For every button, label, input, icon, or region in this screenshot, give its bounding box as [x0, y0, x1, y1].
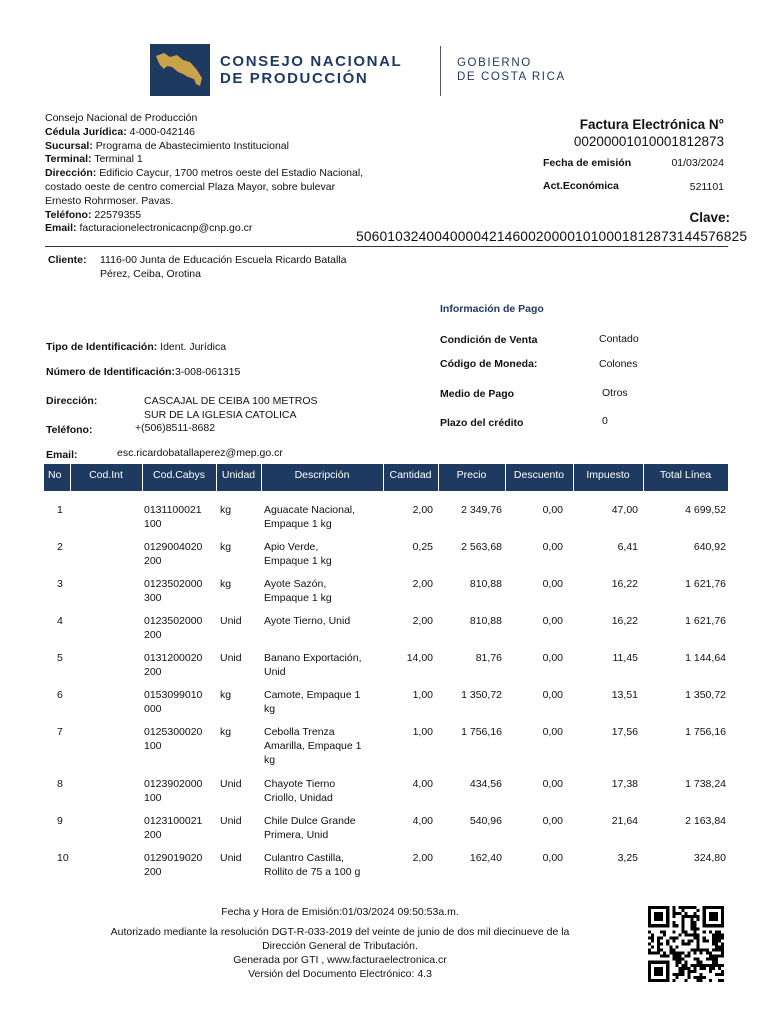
description-line: Chile Dulce Grande — [264, 815, 356, 827]
cabys-line: 200 — [144, 665, 162, 678]
issuer-email: Email: facturacionelectronicacnp@cnp.go.cr — [45, 222, 253, 235]
qr-code-icon — [648, 906, 724, 982]
cabys-line: 0153099010 — [144, 689, 203, 701]
footer-fecha-hora: Fecha y Hora de Emisión:01/03/2024 09:50:53a.m. — [221, 906, 459, 918]
cabys-line: 0123100021 — [144, 815, 203, 827]
description-line: Cebolla Trenza — [264, 726, 335, 738]
cell-cantidad: 1,00 — [412, 726, 433, 738]
cabys-line: 0125300020 — [144, 726, 203, 738]
footer-autorizado-1: Autorizado mediante la resolución DGT-R-033-2019 del veinte de junio de dos mil diecinueve de la — [110, 926, 570, 938]
table-row — [44, 578, 728, 615]
cell-no: 7 — [57, 726, 63, 738]
issuer-direccion-2: costado oeste de centro comercial Plaza Mayor, sobre bulevar — [45, 180, 336, 193]
col-descuento: Descuento — [505, 464, 573, 491]
client-telefono-label: Teléfono: — [46, 424, 93, 436]
logo-line-2: DE PRODUCCIÓN — [220, 70, 369, 87]
cell-total: 1 621,76 — [685, 615, 726, 627]
items-table-header — [44, 464, 728, 491]
cell-desc — [261, 852, 383, 889]
table-row — [44, 778, 728, 815]
act-economica-value: 521101 — [689, 181, 724, 193]
medio-pago-value: Otros — [602, 387, 628, 399]
description-line: Ayote Sazón, — [264, 578, 327, 590]
clave-value: 50601032400400004214600200001010001812873144576825 — [356, 229, 748, 244]
cabys-line: 0131200020 — [144, 652, 203, 664]
cell-no: 9 — [57, 815, 63, 827]
cell-no: 5 — [57, 652, 63, 664]
col-total: Total Línea — [643, 464, 728, 491]
cell-total: 1 144,64 — [685, 652, 726, 664]
cabys-line: 100 — [144, 517, 162, 530]
cell-no: 3 — [57, 578, 63, 590]
cell-descuento: 0,00 — [542, 689, 563, 701]
gov-line-1: GOBIERNO — [457, 57, 532, 69]
cell-cantidad: 2,00 — [412, 852, 433, 864]
issuer-terminal: Terminal: Terminal 1 — [45, 153, 143, 166]
cell-no: 4 — [57, 615, 63, 627]
cell-descuento: 0,00 — [542, 726, 563, 738]
description-line: Aguacate Nacional, — [264, 504, 356, 516]
cell-descuento: 0,00 — [542, 815, 563, 827]
col-cantidad: Cantidad — [383, 464, 438, 491]
logo-line-1: CONSEJO NACIONAL — [220, 53, 403, 70]
moneda-value: Colones — [599, 358, 638, 370]
table-row — [44, 815, 728, 852]
client-direccion-2: SUR DE LA IGLESIA CATOLICA — [144, 408, 297, 421]
description-line: Criollo, Unidad — [264, 791, 333, 804]
description-line: Amarilla, Empaque 1 — [264, 739, 362, 752]
client-email-label: Email: — [46, 449, 78, 461]
cabys-line: 0131100021 — [144, 504, 202, 516]
invoice-number: 00200001010001812873 — [573, 134, 724, 149]
cell-total: 4 699,52 — [685, 504, 726, 516]
cell-descuento: 0,00 — [542, 541, 563, 553]
cell-codint — [70, 541, 142, 578]
cell-total: 640,92 — [693, 541, 726, 553]
cabys-line: 200 — [144, 828, 162, 841]
description-line: Chayote Tierno — [264, 778, 336, 790]
cell-unidad: kg — [220, 726, 232, 738]
cell-total: 1 756,16 — [685, 726, 726, 738]
table-row — [44, 541, 728, 578]
col-cabys: Cod.Cabys — [142, 464, 216, 491]
footer-autorizado — [90, 925, 590, 981]
cell-precio: 540,96 — [469, 815, 502, 827]
cell-impuesto: 6,41 — [617, 541, 638, 553]
table-row — [44, 852, 728, 889]
cell-codint — [70, 852, 142, 889]
cell-desc — [261, 578, 383, 615]
cell-cabys — [142, 541, 216, 578]
cell-descuento: 0,00 — [542, 778, 563, 790]
issuer-cedula: Cédula Jurídica: 4-000-042146 — [45, 125, 196, 138]
cabys-line: 000 — [144, 702, 162, 715]
client-line-1: 1116-00 Junta de Educación Escuela Ricardo Batalla — [100, 254, 347, 266]
cell-cantidad: 2,00 — [412, 615, 433, 627]
col-no: No — [44, 464, 70, 491]
header-divider — [45, 246, 728, 247]
description-line: kg — [264, 702, 276, 715]
clave-label: Clave: — [689, 210, 730, 225]
col-unidad: Unidad — [216, 464, 261, 491]
cell-codint — [70, 615, 142, 652]
cabys-line: 0129019020 — [144, 852, 203, 864]
cell-no: 8 — [57, 778, 63, 790]
cabys-line: 200 — [144, 865, 162, 878]
issuer-telefono: Teléfono: 22579355 — [45, 208, 142, 221]
issuer-name: Consejo Nacional de Producción — [45, 112, 198, 124]
description-line: Ayote Tierno, Unid — [264, 615, 351, 627]
footer-generada: Generada por GTI , www.facturaelectronica.cr — [233, 954, 447, 966]
cell-codint — [70, 726, 142, 778]
cabys-line: 100 — [144, 739, 162, 752]
cell-cabys — [142, 815, 216, 852]
cell-total: 324,80 — [693, 852, 726, 864]
description-line: Rollito de 75 a 100 g — [264, 865, 361, 878]
cell-total: 2 163,84 — [685, 815, 726, 827]
cell-no: 2 — [57, 541, 63, 553]
cabys-line: 0123902000 — [144, 778, 203, 790]
cell-cabys — [142, 578, 216, 615]
gov-logo — [457, 56, 566, 84]
cell-precio: 810,88 — [469, 615, 502, 627]
gov-line-2: DE COSTA RICA — [457, 71, 566, 83]
cell-cabys — [142, 778, 216, 815]
client-line-2: Pérez, Ceiba, Orotina — [100, 267, 201, 280]
cell-impuesto: 21,64 — [611, 815, 638, 827]
cell-descuento: 0,00 — [542, 504, 563, 516]
cabys-line: 100 — [144, 791, 162, 804]
client-email: esc.ricardobatallaperez@mep.go.cr — [117, 447, 283, 459]
description-line: Banano Exportación, — [264, 652, 362, 664]
plazo-value: 0 — [602, 415, 608, 427]
client-direccion-1: CASCAJAL DE CEIBA 100 METROS — [144, 395, 318, 407]
cell-descuento: 0,00 — [542, 852, 563, 864]
cell-cantidad: 1,00 — [412, 689, 433, 701]
description-line: Primera, Unid — [264, 828, 329, 841]
moneda-label: Código de Moneda: — [440, 358, 538, 370]
cell-unidad: Unid — [220, 778, 242, 790]
cabys-line: 0123502000 — [144, 578, 203, 590]
col-codint: Cod.Int — [70, 464, 142, 491]
cell-total: 1 350,72 — [685, 689, 726, 701]
logo-title — [220, 53, 402, 87]
client-numero-id: Número de Identificación:3-008-061315 — [46, 366, 241, 378]
cell-impuesto: 47,00 — [611, 504, 638, 516]
cell-desc — [261, 652, 383, 689]
issuer-direccion-3: Ernesto Rohrmoser. Pavas. — [45, 194, 174, 207]
plazo-label: Plazo del crédito — [440, 417, 524, 429]
cell-precio: 2 563,68 — [461, 541, 502, 553]
cell-no: 1 — [57, 504, 63, 516]
cabys-line: 0123502000 — [144, 615, 203, 627]
cell-precio: 1 756,16 — [461, 726, 502, 738]
cell-desc — [261, 726, 383, 778]
cell-codint — [70, 491, 142, 541]
condicion-value: Contado — [599, 333, 639, 345]
cabys-line: 200 — [144, 628, 162, 641]
client-label: Cliente: — [48, 254, 87, 266]
cell-impuesto: 11,45 — [612, 652, 638, 664]
table-row — [44, 491, 728, 541]
cell-impuesto: 17,38 — [611, 778, 638, 790]
cell-desc — [261, 615, 383, 652]
cell-precio: 2 349,76 — [461, 504, 502, 516]
logo-separator — [440, 46, 441, 96]
costa-rica-map-icon — [150, 44, 210, 96]
cell-precio: 434,56 — [469, 778, 502, 790]
cabys-line: 0129004020 — [144, 541, 203, 553]
cell-impuesto: 3,25 — [617, 852, 638, 864]
fecha-emision-value: 01/03/2024 — [671, 157, 724, 169]
cell-precio: 162,40 — [469, 852, 502, 864]
cell-cabys — [142, 652, 216, 689]
cell-cantidad: 2,00 — [412, 578, 433, 590]
issuer-info — [45, 112, 395, 236]
cell-unidad: Unid — [220, 615, 242, 627]
cell-cantidad: 4,00 — [412, 815, 433, 827]
fecha-emision-label: Fecha de emisión — [543, 157, 632, 169]
col-impuesto: Impuesto — [573, 464, 643, 491]
cabys-line: 300 — [144, 591, 162, 604]
description-line: Apio Verde, — [264, 541, 319, 553]
col-descripcion: Descripción — [261, 464, 383, 491]
client-name — [100, 254, 400, 282]
client-tipo-id: Tipo de Identificación: Ident. Jurídica — [46, 341, 227, 353]
condicion-label: Condición de Venta — [440, 334, 538, 346]
cell-precio: 1 350,72 — [461, 689, 502, 701]
cell-codint — [70, 652, 142, 689]
cell-unidad: kg — [220, 541, 232, 553]
description-line: Empaque 1 kg — [264, 517, 332, 530]
cell-cabys — [142, 491, 216, 541]
table-row — [44, 689, 728, 726]
items-table — [44, 464, 729, 889]
payment-info-title: Información de Pago — [440, 303, 544, 315]
cell-unidad: kg — [220, 578, 232, 590]
client-telefono: +(506)8511-8682 — [135, 422, 216, 434]
client-direccion — [144, 395, 318, 423]
description-line: kg — [264, 753, 276, 766]
cell-descuento: 0,00 — [542, 652, 563, 664]
cell-codint — [70, 578, 142, 615]
cell-cantidad: 4,00 — [412, 778, 433, 790]
description-line: Culantro Castilla, — [264, 852, 344, 864]
table-row — [44, 615, 728, 652]
cell-cabys — [142, 852, 216, 889]
cell-impuesto: 16,22 — [611, 615, 638, 627]
cell-cabys — [142, 615, 216, 652]
cell-unidad: Unid — [220, 852, 242, 864]
cabys-line: 200 — [144, 554, 162, 567]
table-row — [44, 726, 728, 778]
cell-desc — [261, 815, 383, 852]
cell-no: 10 — [57, 852, 69, 864]
cell-descuento: 0,00 — [542, 615, 563, 627]
cell-unidad: kg — [220, 689, 232, 701]
act-economica-label: Act.Económica — [543, 180, 619, 192]
footer-version: Versión del Documento Electrónico: 4.3 — [248, 968, 432, 980]
cell-impuesto: 16,22 — [611, 578, 638, 590]
cell-codint — [70, 815, 142, 852]
client-direccion-label: Dirección: — [46, 395, 98, 407]
cell-unidad: Unid — [220, 652, 242, 664]
cell-cantidad: 0,25 — [412, 541, 433, 553]
cell-codint — [70, 689, 142, 726]
cell-precio: 81,76 — [475, 652, 502, 664]
description-line: Camote, Empaque 1 — [264, 689, 361, 701]
cell-descuento: 0,00 — [542, 578, 563, 590]
cell-desc — [261, 541, 383, 578]
cell-codint — [70, 778, 142, 815]
cell-precio: 810,88 — [469, 578, 502, 590]
cell-cantidad: 14,00 — [406, 652, 433, 664]
footer-autorizado-2: Dirección General de Tributación. — [262, 940, 418, 952]
cell-desc — [261, 689, 383, 726]
cell-total: 1 738,24 — [685, 778, 726, 790]
cell-impuesto: 17,56 — [611, 726, 638, 738]
cell-desc — [261, 778, 383, 815]
items-table-body — [44, 491, 728, 889]
cell-cabys — [142, 689, 216, 726]
description-line: Empaque 1 kg — [264, 591, 332, 604]
cell-cantidad: 2,00 — [412, 504, 433, 516]
description-line: Unid — [264, 665, 286, 678]
header-logo — [150, 44, 580, 100]
cell-unidad: Unid — [220, 815, 242, 827]
invoice-title: Factura Electrónica N° — [579, 117, 724, 132]
issuer-sucursal: Sucursal: Programa de Abastecimiento Institucional — [45, 139, 289, 152]
cell-cabys — [142, 726, 216, 778]
medio-pago-label: Medio de Pago — [440, 388, 515, 400]
cell-desc — [261, 491, 383, 541]
cell-unidad: kg — [220, 504, 232, 516]
cell-impuesto: 13,51 — [611, 689, 638, 701]
issuer-direccion: Dirección: Edificio Caycur, 1700 metros oeste del Estadio Nacional, — [45, 167, 364, 180]
description-line: Empaque 1 kg — [264, 554, 332, 567]
cell-no: 6 — [57, 689, 63, 701]
cell-total: 1 621,76 — [685, 578, 726, 590]
table-row — [44, 652, 728, 689]
col-precio: Precio — [438, 464, 505, 491]
